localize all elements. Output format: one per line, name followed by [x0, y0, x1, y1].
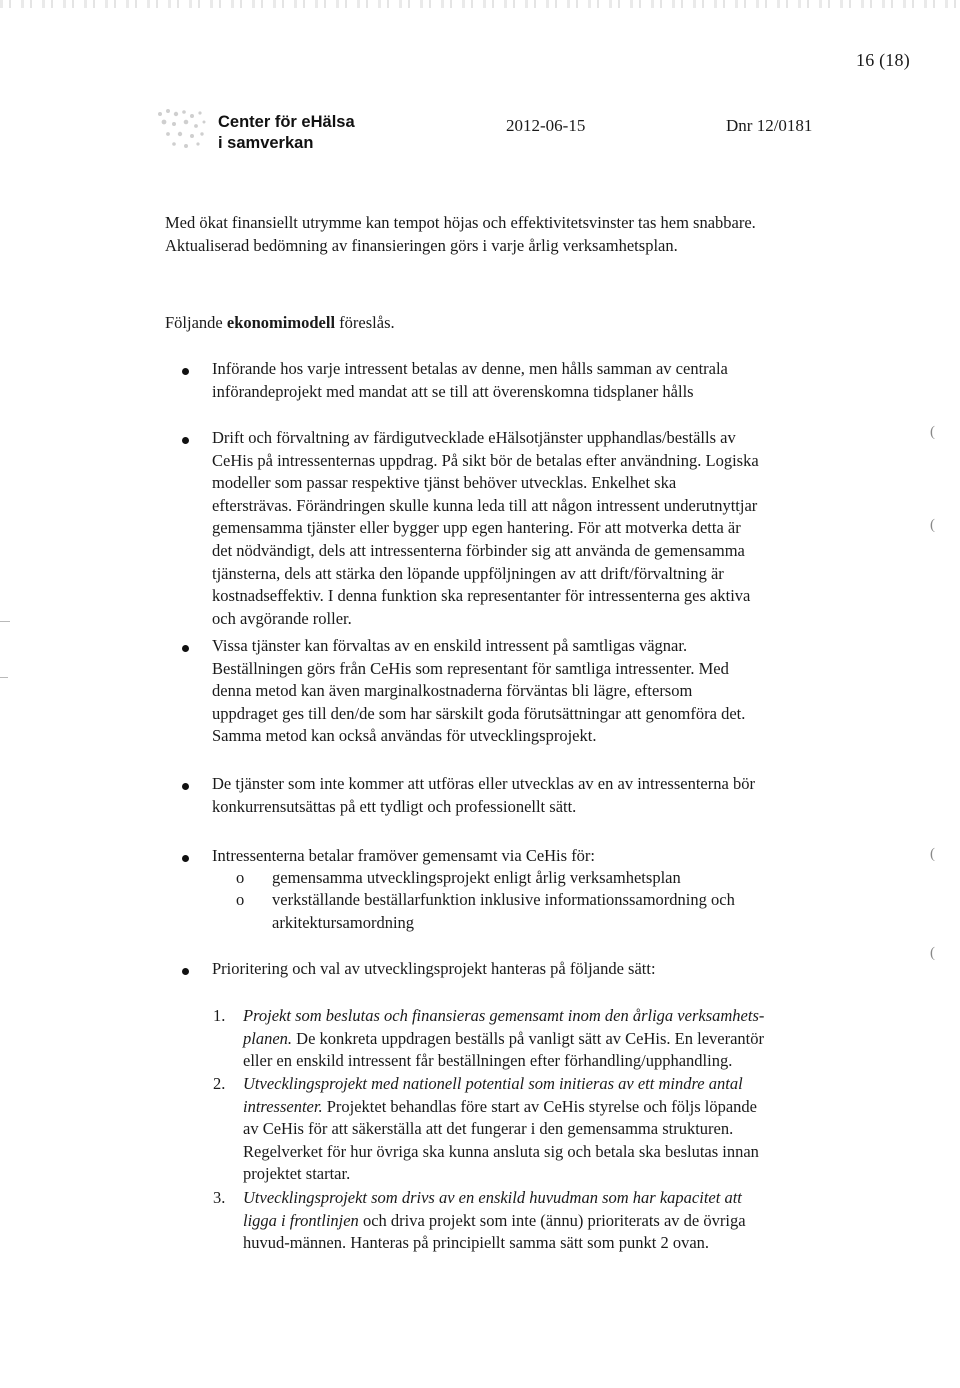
sub-line: verkställande beställarfunktion inklusive informationssamordning och: [272, 890, 735, 909]
bullet-line: det nödvändigt, dels att intressenterna förbinder sig att använda de gemensamma: [212, 540, 745, 560]
bullet-line: Drift och förvaltning av färdigutvecklade eHälsotjänster upphandlas/beställs av: [212, 428, 736, 447]
bullet-icon: [182, 368, 189, 375]
scan-noise-strip: [0, 0, 960, 8]
numbered-line: [243, 1096, 759, 1119]
bullet-line: Vissa tjänster kan förvaltas av en enskild intressent på samtligas vägnar.: [212, 636, 688, 655]
numbered-line: av CeHis för att säkerställa att det fungerar i den gemensamma strukturen.: [243, 1119, 734, 1139]
bullet-line: Prioritering och val av utvecklingsprojekt hanteras på följande sätt:: [212, 959, 656, 978]
sub-line: gemensamma utvecklingsprojekt enligt årlig verksamhetsplan: [272, 868, 681, 887]
bullet-item-4: [212, 773, 755, 818]
numbered-text: och driva projekt som inte (ännu) prioriterats av de övriga: [358, 1210, 746, 1230]
logo-icon: [150, 104, 214, 156]
bullet-line: kostnadseffektiv. I denna funktion ska representanter för intressenterna ges aktiva: [212, 586, 751, 606]
bullet-item-6: [212, 958, 656, 981]
numbered-line: [243, 1210, 746, 1233]
bullet-line: Intressenterna betalar framöver gemensamt via CeHis för:: [212, 846, 596, 865]
numbered-line: Regelverket för hur övriga ska kunna ansluta sig och betala ska beslutas innan: [243, 1141, 759, 1161]
bullet-item-2: [212, 427, 759, 630]
margin-tick: [0, 677, 8, 678]
document-date: 2012-06-15: [506, 116, 586, 135]
model-intro-prefix: Följande: [165, 313, 223, 332]
bullet-item-3: [212, 635, 745, 748]
bullet-line: CeHis på intressenternas uppdrag. På sikt bör de betalas efter användning. Logiska: [212, 450, 759, 470]
numbered-text: De konkreta uppdragen beställs på vanligt sätt av CeHis. En leverantör: [292, 1028, 764, 1048]
numbered-marker: 3.: [213, 1188, 226, 1207]
margin-mark: (: [930, 517, 935, 533]
numbered-item-2: [243, 1073, 759, 1186]
bullet-line: Samma metod kan också användas för utvecklingsprojekt.: [212, 726, 597, 746]
numbered-line: eller en enskild intressent får beställningen efter förhandling/upphandling.: [243, 1051, 733, 1071]
numbered-line: Projekt som beslutas och finansieras gemensamt inom den årliga verksamhets-: [243, 1006, 765, 1025]
sub-item-2: [272, 889, 735, 934]
numbered-marker: 2.: [213, 1074, 226, 1093]
bullet-line: uppdraget ges till den/de som har särskilt goda förutsättningar att genomföra det.: [212, 703, 746, 723]
document-reference: Dnr 12/0181: [726, 116, 813, 135]
bullet-icon: [182, 855, 189, 862]
margin-tick: [0, 621, 10, 622]
numbered-item-1: [243, 1005, 764, 1073]
bullet-item-1: [212, 358, 728, 403]
numbered-line: huvud-männen. Hanteras på principiellt samma sätt som punkt 2 ovan.: [243, 1233, 710, 1253]
numbered-marker: 1.: [213, 1006, 226, 1025]
model-intro-line: [165, 312, 395, 335]
bullet-line: konkurrensutsättas på ett tydligt och professionellt sätt.: [212, 796, 577, 816]
bullet-line: denna metod kan även marginalkostnaderna förväntas bli lägre, eftersom: [212, 681, 693, 701]
numbered-line: Utvecklingsprojekt som drivs av en enskild huvudman som har kapacitet att: [243, 1188, 742, 1207]
page-number: 16 (18): [856, 50, 910, 70]
numbered-item-3: [243, 1187, 746, 1255]
intro-line: Aktualiserad bedömning av finansieringen görs i varje årlig verksamhetsplan.: [165, 235, 678, 255]
margin-mark: (: [930, 846, 935, 862]
sub-item-1: [272, 867, 681, 890]
bullet-line: och avgörande roller.: [212, 608, 352, 628]
sub-line: arkitektursamordning: [272, 912, 415, 932]
bullet-icon: [182, 968, 189, 975]
bullet-item-5: [212, 845, 595, 868]
numbered-line: [243, 1028, 764, 1051]
intro-line: Med ökat finansiellt utrymme kan tempot höjas och effektivitetsvinster tas hem snabbare.: [165, 213, 756, 232]
model-intro-bold: ekonomimodell: [226, 313, 336, 332]
bullet-line: eftersträvas. Förändringen skulle kunna leda till att någon intressent underutnyttjar: [212, 495, 758, 515]
bullet-line: gemensamma tjänster eller bygger upp egen hantering. För att motverka detta är: [212, 518, 741, 538]
margin-mark: (: [930, 945, 935, 961]
bullet-icon: [182, 645, 189, 652]
bullet-icon: [182, 783, 189, 790]
bullet-line: tjänsterna, dels att stärka den löpande uppföljningen av att drift/förvaltning är: [212, 563, 724, 583]
organization-name-line2: i samverkan: [218, 134, 314, 152]
numbered-emphasis: ligga i frontlinjen: [243, 1210, 359, 1230]
bullet-icon: [182, 437, 189, 444]
bullet-line: införandeprojekt med mandat att se till att överenskomna tidsplaner hålls: [212, 381, 694, 401]
bullet-line: De tjänster som inte kommer att utföras eller utvecklas av en av intressenterna bör: [212, 774, 755, 793]
numbered-line: Utvecklingsprojekt med nationell potential som initieras av ett mindre antal: [243, 1074, 743, 1093]
bullet-line: modeller som passar respektive tjänst behöver utvecklas. Enkelhet ska: [212, 473, 677, 493]
numbered-text: Projektet behandlas före start av CeHis styrelse och följs löpande: [322, 1096, 757, 1116]
margin-mark: (: [930, 424, 935, 440]
bullet-line: Beställningen görs från CeHis som representant för samtliga intressenter. Med: [212, 658, 729, 678]
model-intro-paragraph: [165, 312, 395, 335]
numbered-emphasis: intressenter.: [243, 1096, 323, 1116]
sub-bullet-marker: o: [236, 868, 245, 887]
sub-bullet-marker: o: [236, 890, 245, 909]
organization-name: [218, 112, 355, 154]
model-intro-suffix: föreslås.: [339, 313, 395, 332]
numbered-line: projektet startar.: [243, 1164, 351, 1184]
organization-name-line1: Center för eHälsa: [218, 113, 355, 131]
intro-paragraph: [165, 212, 756, 257]
bullet-line: Införande hos varje intressent betalas av denne, men hålls samman av centrala: [212, 359, 728, 378]
numbered-emphasis: planen.: [243, 1028, 293, 1048]
